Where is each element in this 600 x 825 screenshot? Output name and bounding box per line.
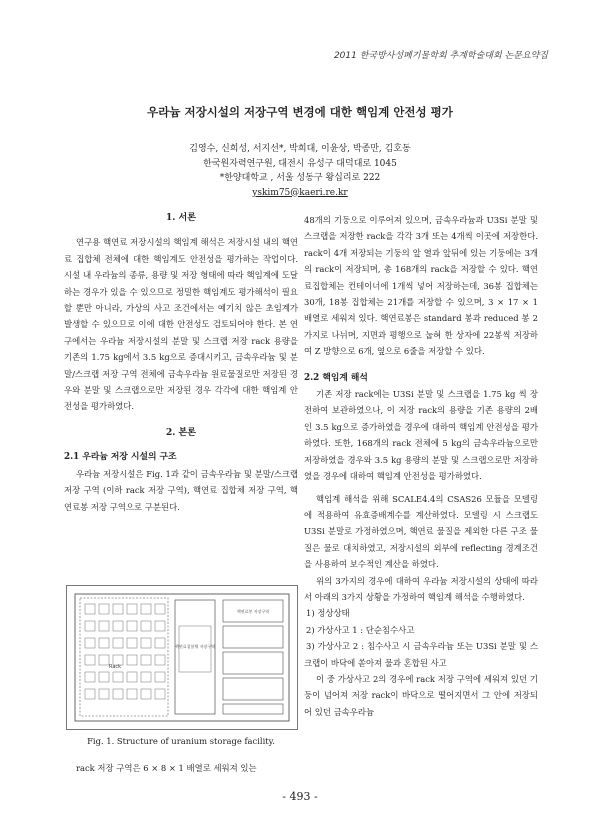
left-column-tail: rack 저장 구역은 6 × 8 × 1 배열로 세워져 있는 bbox=[76, 763, 257, 773]
assembly-storage-zone bbox=[175, 600, 215, 714]
subsection-2-2-paragraph-d: 이 중 가상사고 2의 경우에 rack 저장 구역에 세워져 있던 기둥이 넘어져 저장 rack이 바닥으로 떨어지면서 그 안에 저장되어 있던 금속우라늄 bbox=[304, 673, 538, 717]
right-column bbox=[304, 212, 538, 720]
subsection-2-1-continued: 48개의 기둥으로 이루어져 있으며, 금속우라늄과 U3Si 분말 및 스크랩을 저장한 rack을 각각 3개 또는 4개씩 이곳에 저장한다. rack이 4개 저장되는 기둥의 앞 열과 앞뒤에 있는 기둥에는 3개의 rack이 저장되며, 총 168개의 rack을 저장할 수 있다. 핵연료집합체는 컨테이너에 1개씩 넣어 저장하는데, 36봉 집합체는 30개, 18봉 집합체는 21개를 저장할 수 있으며, 3 × 17 × 1 배열로 세워져 있다. 핵연료봉은 standard 봉과 reduced 봉 2가지로 나뉘며, 지면과 평행으로 눕혀 한 상자에 22봉씩 저장하여 Z 방향으로 6개, 옆으로 6줄을 저장할 수 있다. bbox=[304, 215, 538, 357]
intro-heading: 1. 서론 bbox=[166, 213, 196, 223]
subsection-2-2-paragraph-a: 기존 저장 rack에는 U3Si 분말 및 스크랩을 1.75 kg 씩 장전하여 보관하였으나, 이 저장 rack의 용량을 기존 용량의 2배인 3.5 kg으로 증가하였을 경우에 대하여 핵임계 안전성을 평가하였다. 또한, 168개의 rack 전체에 5 kg의 금속우라늄으로만 저장하였을 경우와 3.5 kg 용량의 분말 및 스크랩으로만 저장하였을 경우에 대하여 핵임계 안전성을 평가하였다. bbox=[304, 389, 538, 482]
author-block bbox=[40, 142, 560, 200]
subsection-2-1-paragraph: 우라늄 저장시설은 Fig. 1과 같이 금속우라늄 및 분말/스크랩 저장 구역 (이하 rack 저장 구역), 핵연료 집합체 저장 구역, 핵연료봉 저장 구역으로 구분된다. bbox=[64, 468, 298, 512]
scenario-item-2: 2) 가상사고 1 : 단순침수사고 bbox=[306, 624, 415, 635]
subsection-2-2-heading: 2.2 핵임계 해석 bbox=[304, 372, 368, 383]
subsection-2-2-paragraph-b: 핵임계 해석을 위해 SCALE4.4의 CSAS26 모듈을 모델링에 적용하여 유효증배계수를 계산하였다. 모델링 시 스크랩도 U3Si 분말로 가정하였으며, 핵연료 물질을 제외한 다른 구조 물질은 물로 대치하였고, 저장시설의 외부에 reflecting 경계조건을 사용하여 보수적인 계산을 하였다. bbox=[304, 493, 538, 570]
rack-columns bbox=[85, 604, 165, 699]
intro-paragraph: 연구용 핵연료 저장시설의 핵임계 해석은 저장시설 내의 핵연료 집합체 전체에 대한 핵임계도 안전성을 평가하는 작업이다. 시설 내 우라늄의 종류, 용량 및 저장 형태에 따라 핵임계에 도달하는 경우가 있을 수 있으므로 정밀한 핵임계도 평가해석이 필요할 뿐만 아니라, 가상의 사고 조건에서는 예기치 않은 초임계가 발생할 수 있으므로 이에 대한 안전성도 검토되어야 한다. 본 연구에서는 우라늄 저장시설의 분말 및 스크랩 저장 rack 용량을 기존의 1.75 kg에서 3.5 kg으로 증대시키고, 금속우라늄 및 분말/스크랩 저장 구역 전체에 금속우라늄 원료물질로만 저장된 경우와 분말 및 스크랩으로만 저장된 경우 각각에 대한 핵임계 안전성을 평가하였다. bbox=[64, 237, 298, 412]
left-column bbox=[64, 210, 298, 515]
figure-1 bbox=[66, 585, 298, 730]
storage-facility-diagram bbox=[67, 586, 297, 729]
paper-title: 우라늄 저장시설의 저장구역 변경에 대한 핵임계 안전성 평가 bbox=[147, 105, 453, 119]
running-header: 2011 한국방사성폐기물학회 추계학술대회 논문요약집 bbox=[333, 51, 548, 61]
rod-storage-zone bbox=[223, 600, 283, 714]
scenario-item-1: 1) 정상상태 bbox=[306, 608, 350, 619]
author-list: 김영수, 신희성, 서지선*, 박희대, 이윤상, 박종만, 김호동 bbox=[189, 144, 411, 154]
body-heading: 2. 본론 bbox=[166, 427, 196, 438]
author-email[interactable]: yskim75@kaeri.re.kr bbox=[252, 187, 348, 198]
page-number: - 493 - bbox=[282, 790, 318, 803]
scenario-item-3: 3) 가상사고 2 : 침수사고 시 금속우라늄 또는 U3Si 분말 및 스크랩이 바닥에 쏟아져 물과 혼합된 사고 bbox=[304, 641, 538, 668]
assembly-zone-label: 핵연료집합체 저장구역 bbox=[175, 644, 215, 649]
affiliation-2: *한양대학교 , 서울 성동구 왕십리로 222 bbox=[219, 173, 381, 183]
rack-label: Rack bbox=[109, 664, 122, 670]
affiliation-1: 한국원자력연구원, 대전시 유성구 대덕대로 1045 bbox=[203, 158, 397, 169]
subsection-2-2-paragraph-c: 위의 3가지의 경우에 대하여 우라늄 저장시설의 상태에 따라서 아래의 3가지 상황을 가정하여 핵임계 해석을 수행하였다. bbox=[304, 575, 538, 602]
figure-caption: Fig. 1. Structure of uranium storage facility. bbox=[87, 736, 275, 746]
subsection-2-1-heading: 2.1 우라늄 저장 시설의 구조 bbox=[64, 452, 177, 463]
rod-zone-label: 핵연료봉 저장구역 bbox=[236, 609, 270, 614]
